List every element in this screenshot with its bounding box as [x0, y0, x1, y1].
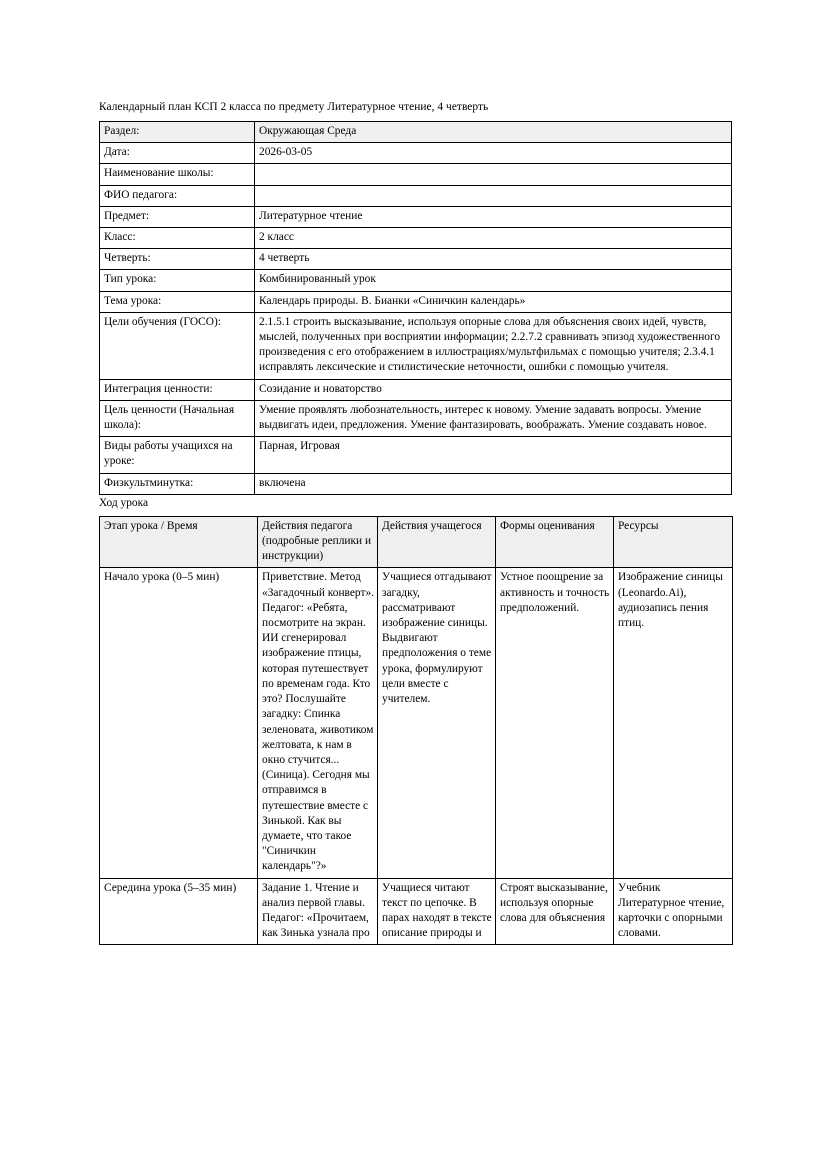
resources-cell: Учебник Литературное чтение, карточки с опорными словами.	[614, 878, 733, 945]
metadata-label: Дата:	[100, 143, 255, 164]
lesson-flow-head	[100, 516, 733, 568]
metadata-value: Окружающая Среда	[255, 122, 732, 143]
metadata-value: Умение проявлять любознательность, интерес к новому. Умение задавать вопросы. Умение выдвигать идеи, предложения. Умение фантазировать, воображать. Умение создавать новое.	[255, 400, 732, 436]
metadata-label: Наименование школы:	[100, 164, 255, 185]
metadata-label: ФИО педагога:	[100, 185, 255, 206]
teacher-actions-cell: Задание 1. Чтение и анализ первой главы. Педагог: «Прочитаем, как Зинька узнала про	[258, 878, 378, 945]
table-row	[100, 568, 733, 878]
column-header: Этап урока / Время	[100, 516, 258, 568]
column-header: Действия учащегося	[378, 516, 496, 568]
metadata-label: Раздел:	[100, 122, 255, 143]
metadata-value	[255, 185, 732, 206]
lesson-flow-caption: Ход урока	[99, 496, 149, 509]
table-row	[100, 400, 732, 436]
table-row	[100, 249, 732, 270]
metadata-label: Предмет:	[100, 206, 255, 227]
table-row	[100, 291, 732, 312]
stage-cell: Начало урока (0–5 мин)	[100, 568, 258, 878]
stage-cell: Середина урока (5–35 мин)	[100, 878, 258, 945]
metadata-label: Класс:	[100, 228, 255, 249]
metadata-value: 2026-03-05	[255, 143, 732, 164]
table-row	[100, 122, 732, 143]
lesson-metadata-table	[99, 121, 732, 495]
table-row	[100, 185, 732, 206]
column-header: Формы оценивания	[496, 516, 614, 568]
metadata-value: Парная, Игровая	[255, 437, 732, 473]
page-title: Календарный план КСП 2 класса по предмету Литературное чтение, 4 четверть	[99, 101, 489, 113]
table-row	[100, 143, 732, 164]
assessment-cell: Строят высказывание, используя опорные слова для объяснения	[496, 878, 614, 945]
assessment-cell: Устное поощрение за активность и точность предположений.	[496, 568, 614, 878]
metadata-value: 2.1.5.1 строить высказывание, используя опорные слова для объяснения своих идей, чувств, мыслей, полученных при восприятии информации; 2.2.7.2 сравнивать эпизод художественного произведения с его отображением в иллюстрациях/мультфильмах с помощью учителя; 2.3.4.1 исправлять лексические и стилистические неточности, ошибки с помощью учителя.	[255, 312, 732, 379]
student-actions-cell: Учащиеся отгадывают загадку, рассматривают изображение синицы. Выдвигают предположения о теме урока, формулируют цели вместе с учителем.	[378, 568, 496, 878]
lesson-metadata-body	[100, 122, 732, 495]
table-row	[100, 270, 732, 291]
resources-cell: Изображение синицы (Leonardo.Ai), аудиозапись пения птиц.	[614, 568, 733, 878]
metadata-label: Цели обучения (ГОСО):	[100, 312, 255, 379]
metadata-value: 4 четверть	[255, 249, 732, 270]
column-header: Ресурсы	[614, 516, 733, 568]
metadata-value: Комбинированный урок	[255, 270, 732, 291]
metadata-label: Интеграция ценности:	[100, 379, 255, 400]
metadata-label: Тема урока:	[100, 291, 255, 312]
table-row	[100, 878, 733, 945]
metadata-label: Цель ценности (Начальная школа):	[100, 400, 255, 436]
metadata-value: 2 класс	[255, 228, 732, 249]
student-actions-cell: Учащиеся читают текст по цепочке. В парах находят в тексте описание природы и	[378, 878, 496, 945]
table-row	[100, 473, 732, 494]
lesson-flow-body	[100, 568, 733, 945]
lesson-flow-table	[99, 516, 733, 945]
metadata-label: Тип урока:	[100, 270, 255, 291]
table-row	[100, 437, 732, 473]
table-row	[100, 379, 732, 400]
metadata-value: включена	[255, 473, 732, 494]
metadata-value: Созидание и новаторство	[255, 379, 732, 400]
table-header-row	[100, 516, 733, 568]
metadata-value: Литературное чтение	[255, 206, 732, 227]
metadata-value: Календарь природы. В. Бианки «Синичкин календарь»	[255, 291, 732, 312]
table-row	[100, 206, 732, 227]
metadata-label: Виды работы учащихся на уроке:	[100, 437, 255, 473]
table-row	[100, 164, 732, 185]
teacher-actions-cell: Приветствие. Метод «Загадочный конверт». Педагог: «Ребята, посмотрите на экран. ИИ сгенерировал изображение птицы, которая путешествует по временам года. Кто это? Послушайте загадку: Спинка зеленовата, животиком желтовата, к нам в окно стучится... (Синица). Сегодня мы отправимся в путешествие вместе с Зинькой. Как вы думаете, что такое "Синичкин календарь"?»	[258, 568, 378, 878]
column-header: Действия педагога (подробные реплики и инструкции)	[258, 516, 378, 568]
metadata-label: Физкультминутка:	[100, 473, 255, 494]
metadata-value	[255, 164, 732, 185]
metadata-label: Четверть:	[100, 249, 255, 270]
table-row	[100, 228, 732, 249]
table-row	[100, 312, 732, 379]
